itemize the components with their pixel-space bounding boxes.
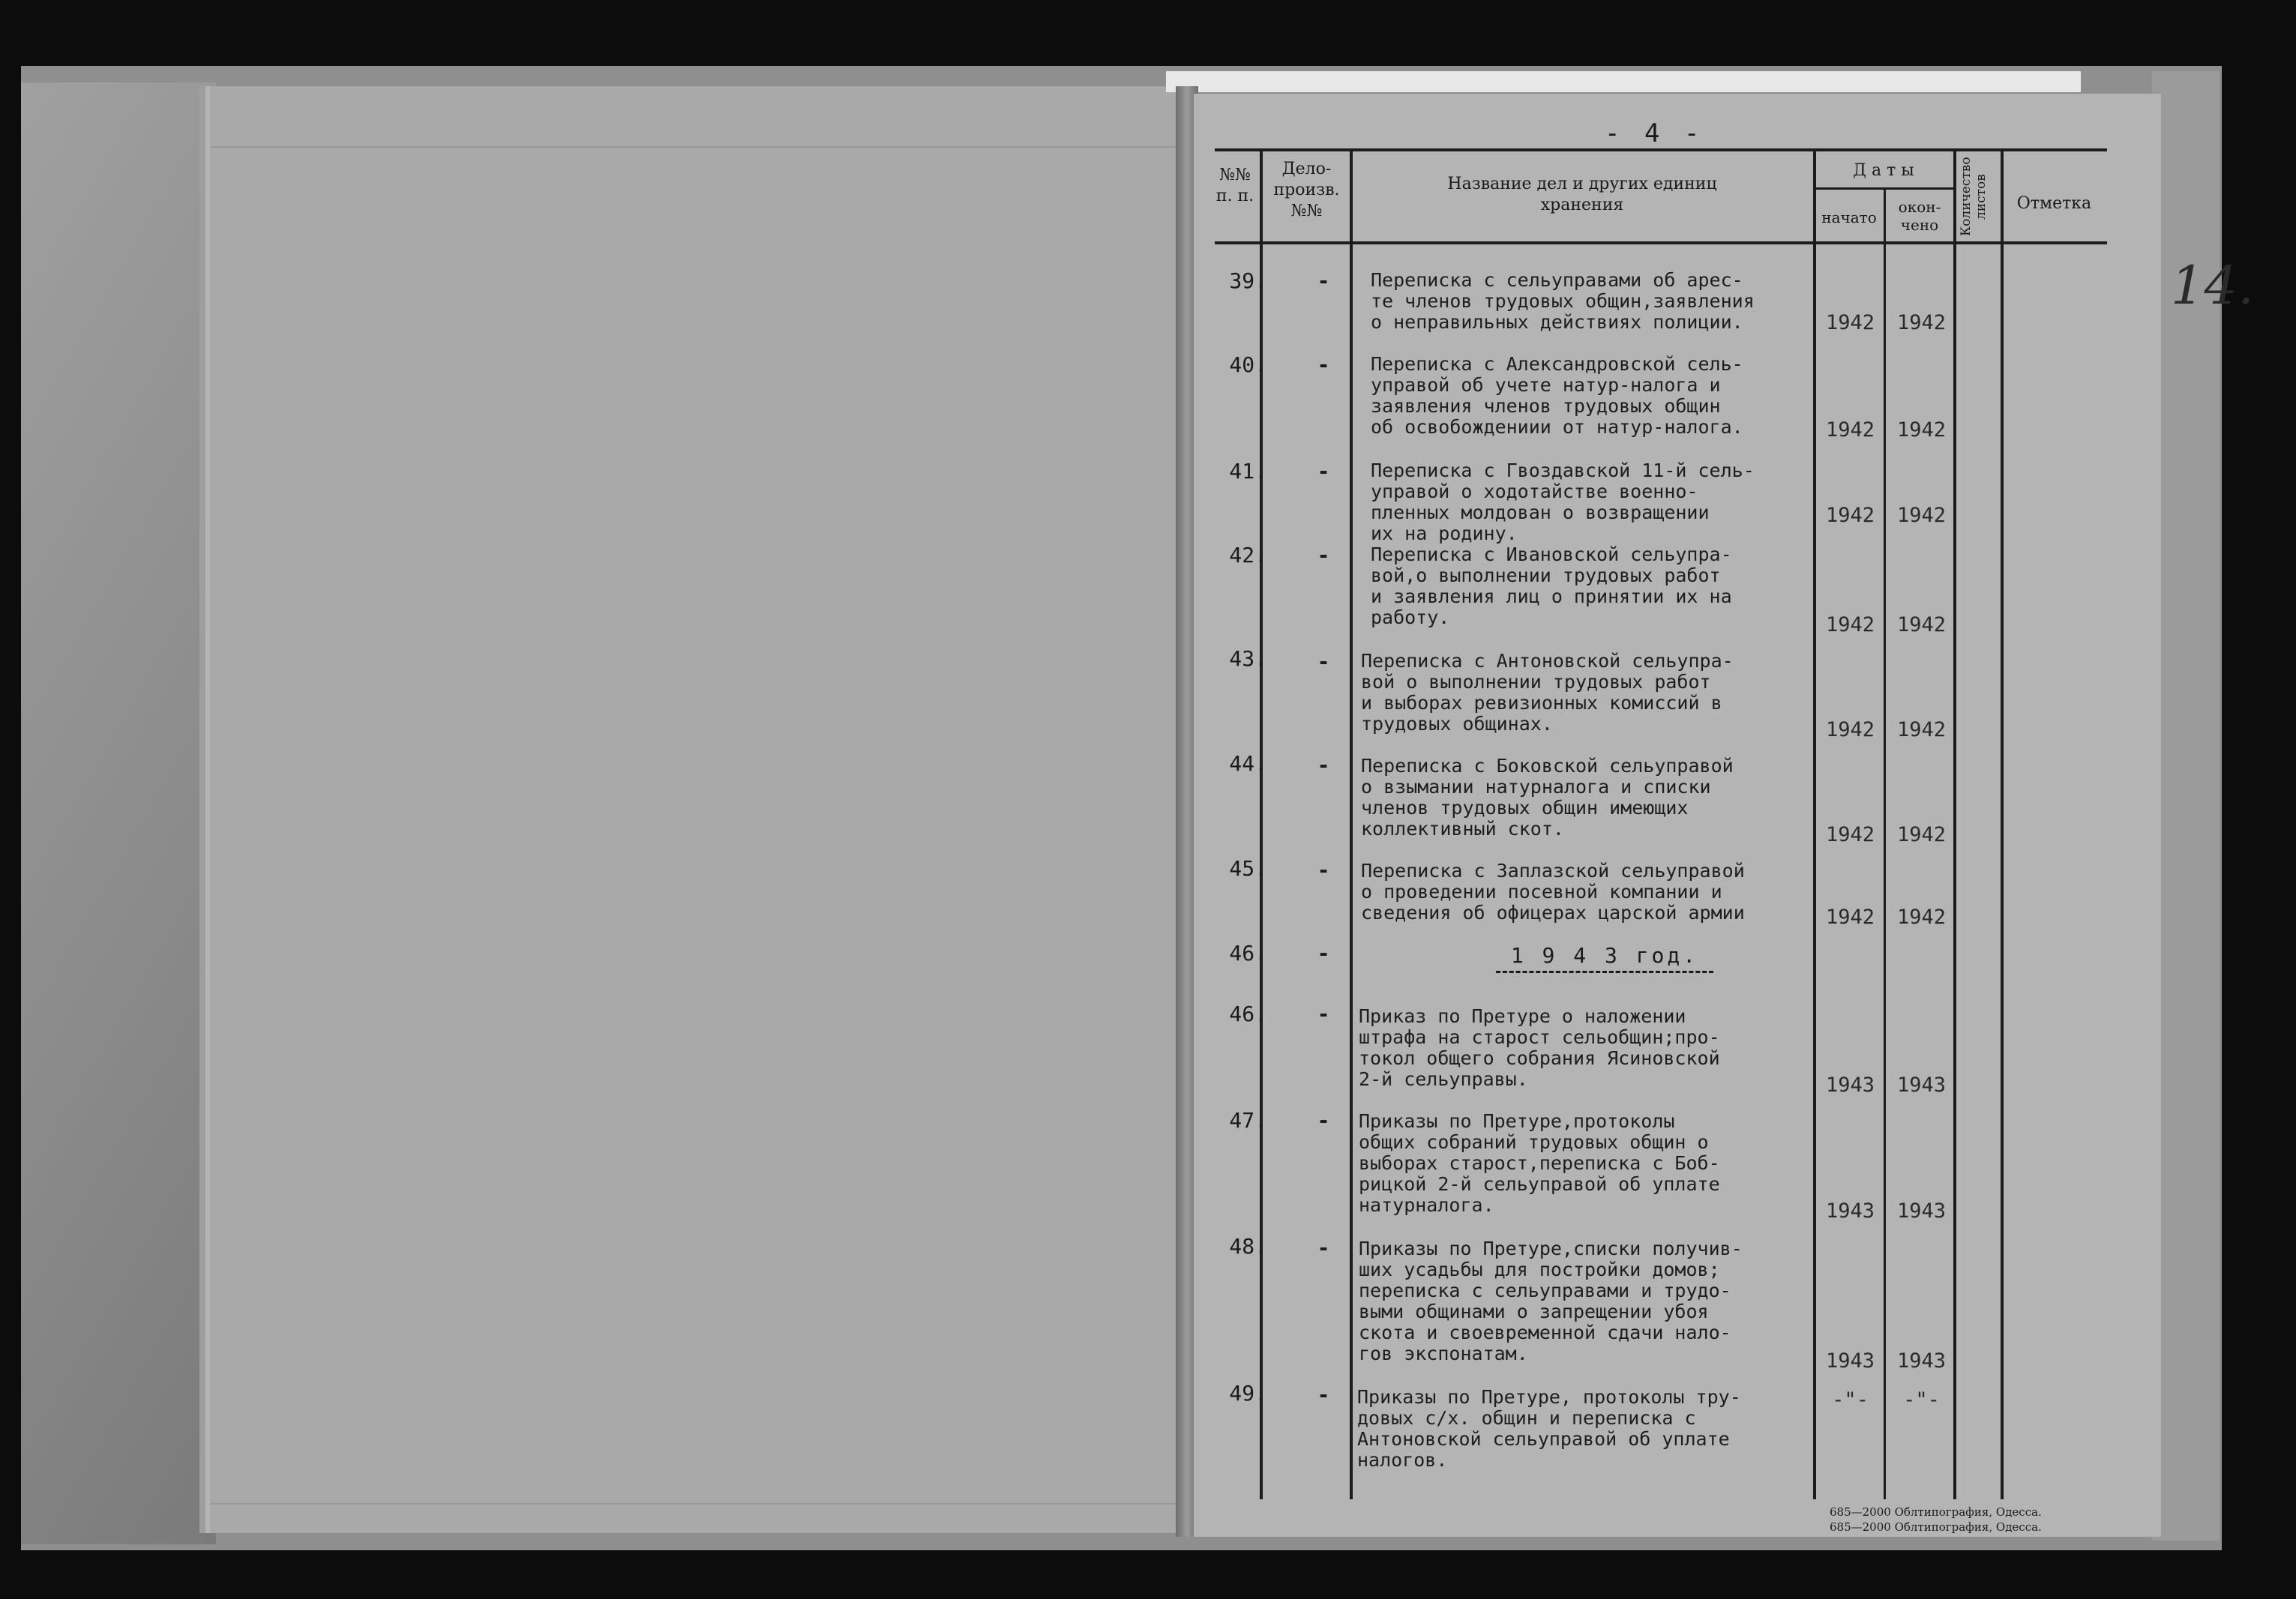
row-49-end: -"- (1903, 1388, 1940, 1412)
table-header-rule (1215, 241, 2107, 244)
row-49-num: 49. (1229, 1381, 1267, 1406)
row-49-delo: - (1317, 1382, 1330, 1407)
header-end: окон- чено (1898, 198, 1941, 234)
row-44-end: 1942 (1896, 823, 1947, 846)
row-39-title: Переписка с сельуправами об арес- те членов трудовых общин,заявления о неправильных действиях полиции. (1371, 269, 1755, 333)
row-40-title: Переписка с Александровской сель- управой об учете натур-налога и заявления членов трудовых общин об освобождениии от натур-налога. (1371, 353, 1743, 438)
row-47-title: Приказы по Претуре,протоколы общих собраний трудовых общин о выборах старост,переписка с Боб- рицкой 2-й сельуправой об уплате натурналога. (1359, 1110, 1720, 1216)
row-48-end: 1943 (1896, 1349, 1947, 1373)
row-44-delo: - (1317, 753, 1330, 777)
row-48-title: Приказы по Претуре,списки получив- ших усадьбы для постройки домов; переписка с сельуправами и трудо- выми общинами о запрещении убоя скота и своевременной сдачи нало- гов экспонатам. (1359, 1238, 1743, 1364)
col-rule-4 (1884, 187, 1886, 1499)
row-47-delo: - (1317, 1108, 1330, 1133)
row-41-start: 1942 (1825, 504, 1875, 527)
row-46-title: Приказ по Претуре о наложении штрафа на старост сельобщин;про- токол общего собрания Ясиновской 2-й сельуправы. (1359, 1005, 1720, 1090)
printer-imprint-2: 685—2000 Облтипография, Одесса. (1830, 1520, 2042, 1534)
cover-flap-left (21, 82, 216, 1544)
col-rule-5 (1953, 150, 1956, 1499)
row-44-start: 1942 (1825, 823, 1875, 846)
row-40-num: 40. (1229, 352, 1267, 377)
row-48-num: 48. (1229, 1234, 1267, 1259)
row-46-delo: - (1317, 1002, 1330, 1026)
header-delo: Дело- произв. №№ (1273, 160, 1340, 220)
row-42-delo: - (1317, 543, 1330, 567)
row-42-end: 1942 (1896, 613, 1947, 636)
row-45-num: 45. (1229, 856, 1267, 881)
row-39-num: 39. (1229, 268, 1267, 293)
row-43-title: Переписка с Антоновской сельупра- вой о выполнении трудовых работ и выборах ревизионных комиссий в трудовых общинах. (1361, 650, 1734, 735)
header-num: №№ п. п. (1215, 166, 1254, 205)
row-43-delo: - (1317, 649, 1330, 674)
row-42-start: 1942 (1825, 613, 1875, 636)
row-43-num: 43. (1229, 646, 1267, 671)
row-47-start: 1943 (1825, 1199, 1875, 1223)
page-number: - 4 - (1605, 118, 1704, 148)
row-48-delo: - (1317, 1235, 1330, 1260)
col-rule-2 (1350, 150, 1353, 1499)
table-top-rule (1215, 148, 2107, 151)
row-44-num: 44. (1229, 751, 1267, 776)
row-44-title: Переписка с Боковской сельуправой о взымании натурналога и списки членов трудовых общин имеющих коллективный скот. (1361, 755, 1734, 840)
row-48-start: 1943 (1825, 1349, 1875, 1373)
row-41-num: 41. (1229, 459, 1267, 484)
row-42-num: 42. (1229, 543, 1267, 567)
row-40-start: 1942 (1825, 418, 1875, 442)
year-heading: 1 9 4 3 год. (1496, 943, 1713, 973)
row-49-title: Приказы по Претуре, протоколы тру- довых с/х. общин и переписка с Антоновской сельуправой об уплате налогов. (1357, 1386, 1741, 1471)
header-note: Отметка (2016, 194, 2092, 213)
left-page-blank (210, 86, 1177, 1533)
printer-imprint-1: 685—2000 Облтипография, Одесса. (1830, 1505, 2042, 1519)
row-43-start: 1942 (1825, 718, 1875, 741)
row-47-end: 1943 (1896, 1199, 1947, 1223)
row-41-title: Переписка с Гвоздавской 11-й сель- управой о ходотайстве военно- пленных молдован о возвращении их на родину. (1371, 460, 1755, 544)
row-40-end: 1942 (1896, 418, 1947, 442)
margin-note: 14. (2171, 255, 2255, 316)
header-title: Название дел и других единиц хранения (1447, 175, 1717, 214)
row-41-end: 1942 (1896, 504, 1947, 527)
row-45-start: 1942 (1825, 906, 1875, 929)
row-39-delo: - (1317, 268, 1330, 293)
col-rule-6 (2001, 150, 2004, 1499)
row-39-end: 1942 (1896, 311, 1947, 334)
row-46-start: 1943 (1825, 1073, 1875, 1097)
row-41-delo: - (1317, 459, 1330, 484)
row-43-end: 1942 (1896, 718, 1947, 741)
row-struck-num: 46. (1229, 941, 1267, 966)
row-45-delo: - (1317, 858, 1330, 882)
row-45-end: 1942 (1896, 906, 1947, 929)
row-struck-delo: - (1317, 941, 1330, 966)
row-40-delo: - (1317, 352, 1330, 377)
row-45-title: Переписка с Заплазской сельуправой о проведении посевной компании и сведения об офицерах царской армии (1361, 860, 1745, 924)
row-39-start: 1942 (1825, 311, 1875, 334)
header-start: начато (1821, 208, 1877, 226)
row-46-end: 1943 (1896, 1073, 1947, 1097)
row-42-title: Переписка с Ивановской сельупра- вой,о выполнении трудовых работ и заявления лиц о принятии их на работу. (1371, 543, 1732, 628)
row-47-num: 47. (1229, 1108, 1267, 1133)
header-sheets: Количество листов (1959, 157, 1989, 237)
header-dates: Д а т ы (1853, 161, 1914, 180)
row-49-start: -"- (1832, 1388, 1869, 1412)
page-edge (1166, 71, 2081, 92)
row-46-num: 46. (1229, 1002, 1267, 1026)
